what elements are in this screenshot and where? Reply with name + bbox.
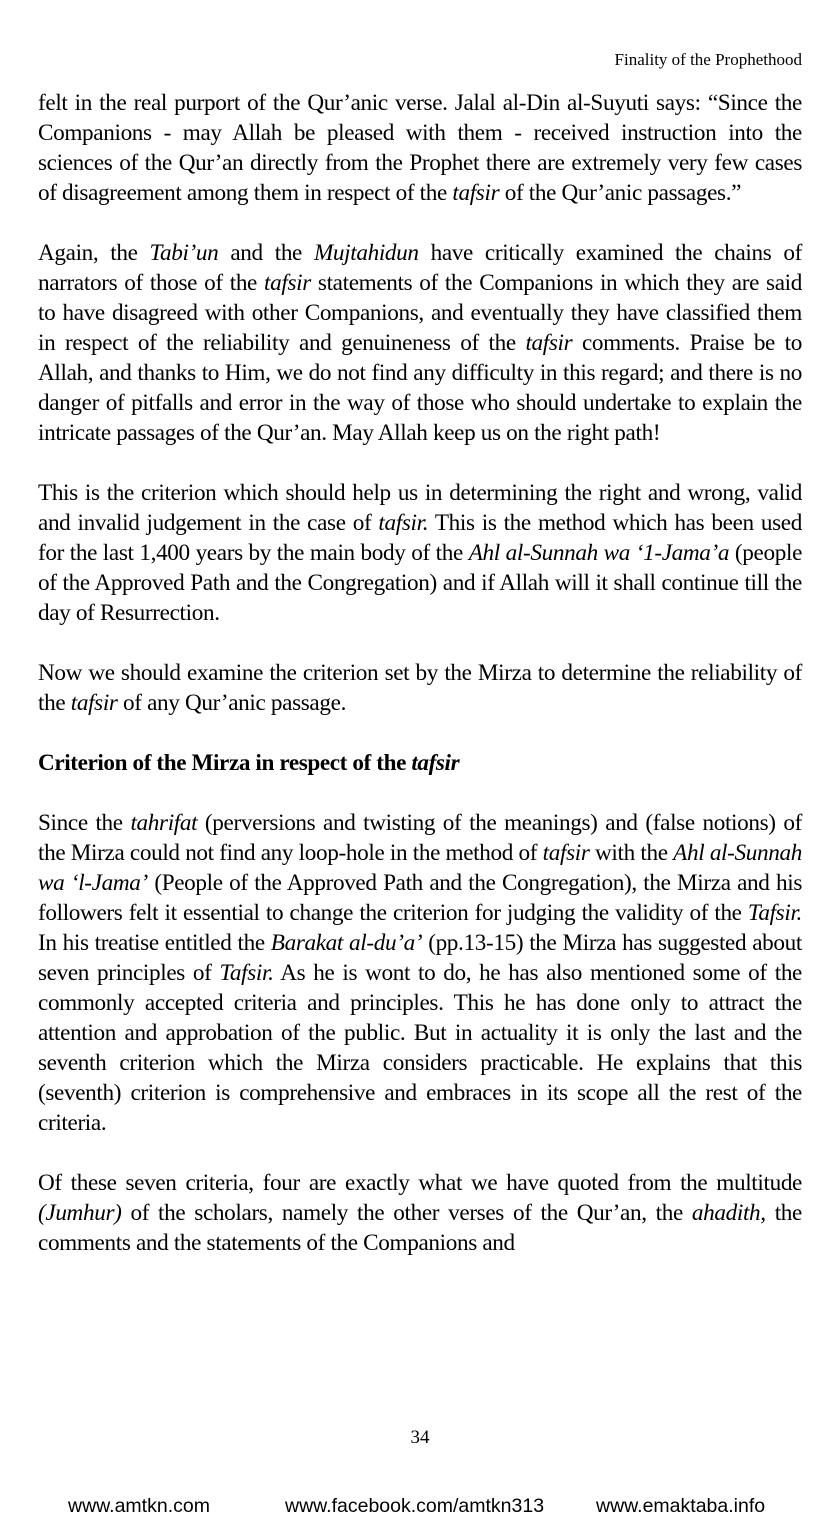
italic-term: tafsir <box>525 330 573 356</box>
paragraph-6: Of these seven criteria, four are exactly what we have quoted from the multitude (Jumhur) of the scholars, namely the other verses of the Qur’an, the ahadith, the comments and the statements of the Companions and <box>38 1170 802 1256</box>
italic-term: tafsir <box>411 750 460 776</box>
section-heading: Criterion of the Mirza in respect of the tafsir <box>38 750 460 776</box>
paragraph-3: This is the criterion which should help us in determining the right and wrong, valid and invalid judgement in the case of tafsir. This is the method which has been used for the last 1,400 years by the main body of the Ahl al-Sunnah wa ‘1-Jama’a (people of the Approved Path and the Congregation) and if Allah will it shall continue till the day of Resurrection. <box>38 480 803 626</box>
paragraph-2: Again, the Tabi’un and the Mujtahidun have critically examined the chains of narrators of those of the tafsir statements of the Companions in which they are said to have disagreed with other Companions, and eventually they have classified them in respect of the reliability and genuineness of the tafsir comments. Praise be to Allah, and thanks to Him, we do not find any difficulty in this regard; and there is no danger of pitfalls and error in the way of those who should undertake to explain the intricate passages of the Qur’an. May Allah keep us on the right path! <box>38 240 802 446</box>
footer-link-emaktaba[interactable]: www.emaktaba.info <box>596 1495 766 1517</box>
footer-link-amtkn[interactable]: www.amtkn.com <box>68 1495 210 1517</box>
body-text <box>38 88 802 1288</box>
italic-term: tafsir <box>264 270 311 296</box>
page-number: 34 <box>410 1427 430 1448</box>
italic-term: tafsir <box>70 690 118 716</box>
italic-term: tahrifat <box>130 810 198 836</box>
paragraph-1: felt in the real purport of the Qur’anic verse. Jalal al-Din al-Suyuti says: “Since the Companions - may Allah be pleased with them - received instruction into the sciences of the Qur’an directly from the Prophet there are extremely very few cases of disagreement among them in respect of the tafsir of the Qur’anic passages.” <box>38 90 802 206</box>
italic-term: tafsir <box>542 840 590 866</box>
running-head: Finality of the Prophethood <box>614 50 802 69</box>
footer-link-facebook[interactable]: www.facebook.com/amtkn313 <box>285 1495 545 1517</box>
paragraph-5: Since the tahrifat (perversions and twisting of the meanings) and (false notions) of the Mirza could not find any loop-hole in the method of tafsir with the Ahl al-Sunnah wa ‘l-Jama’ (People of the Approved Path and the Congregation), the Mirza and his followers felt it essential to change the criterion for judging the validity of the Tafsir. In his treatise entitled the Barakat al-du’a’ (pp.13-15) the Mirza has suggested about seven principles of Tafsir. As he is wont to do, he has also mentioned some of the commonly accepted criteria and principles. This he has done only to attract the attention and approbation of the public. But in actuality it is only the last and the seventh criterion which the Mirza considers practicable. He explains that this (seventh) criterion is comprehensive and embraces in its scope all the rest of the criteria. <box>38 810 803 1136</box>
italic-term: Ahl al-Sunnah wa ‘l-Jama’ <box>38 840 802 896</box>
italic-term: Mujtahidun <box>313 240 419 266</box>
paragraph-4: Now we should examine the criterion set by the Mirza to determine the reliability of the tafsir of any Qur’anic passage. <box>38 660 802 716</box>
italic-term: Tabi’un <box>149 240 219 266</box>
italic-term: Ahl al-Sunnah wa ‘1-Jama’a <box>468 540 730 566</box>
italic-term: Tafsir. <box>747 900 802 926</box>
italic-term: (Jumhur) <box>38 1200 122 1226</box>
italic-term: tafsir. <box>378 510 429 536</box>
italic-term: tafsir <box>452 180 500 206</box>
italic-term: Tafsir. <box>219 960 274 986</box>
italic-term: Barakat al-du’a’ <box>270 930 423 956</box>
italic-term: ahadith, <box>691 1200 766 1226</box>
